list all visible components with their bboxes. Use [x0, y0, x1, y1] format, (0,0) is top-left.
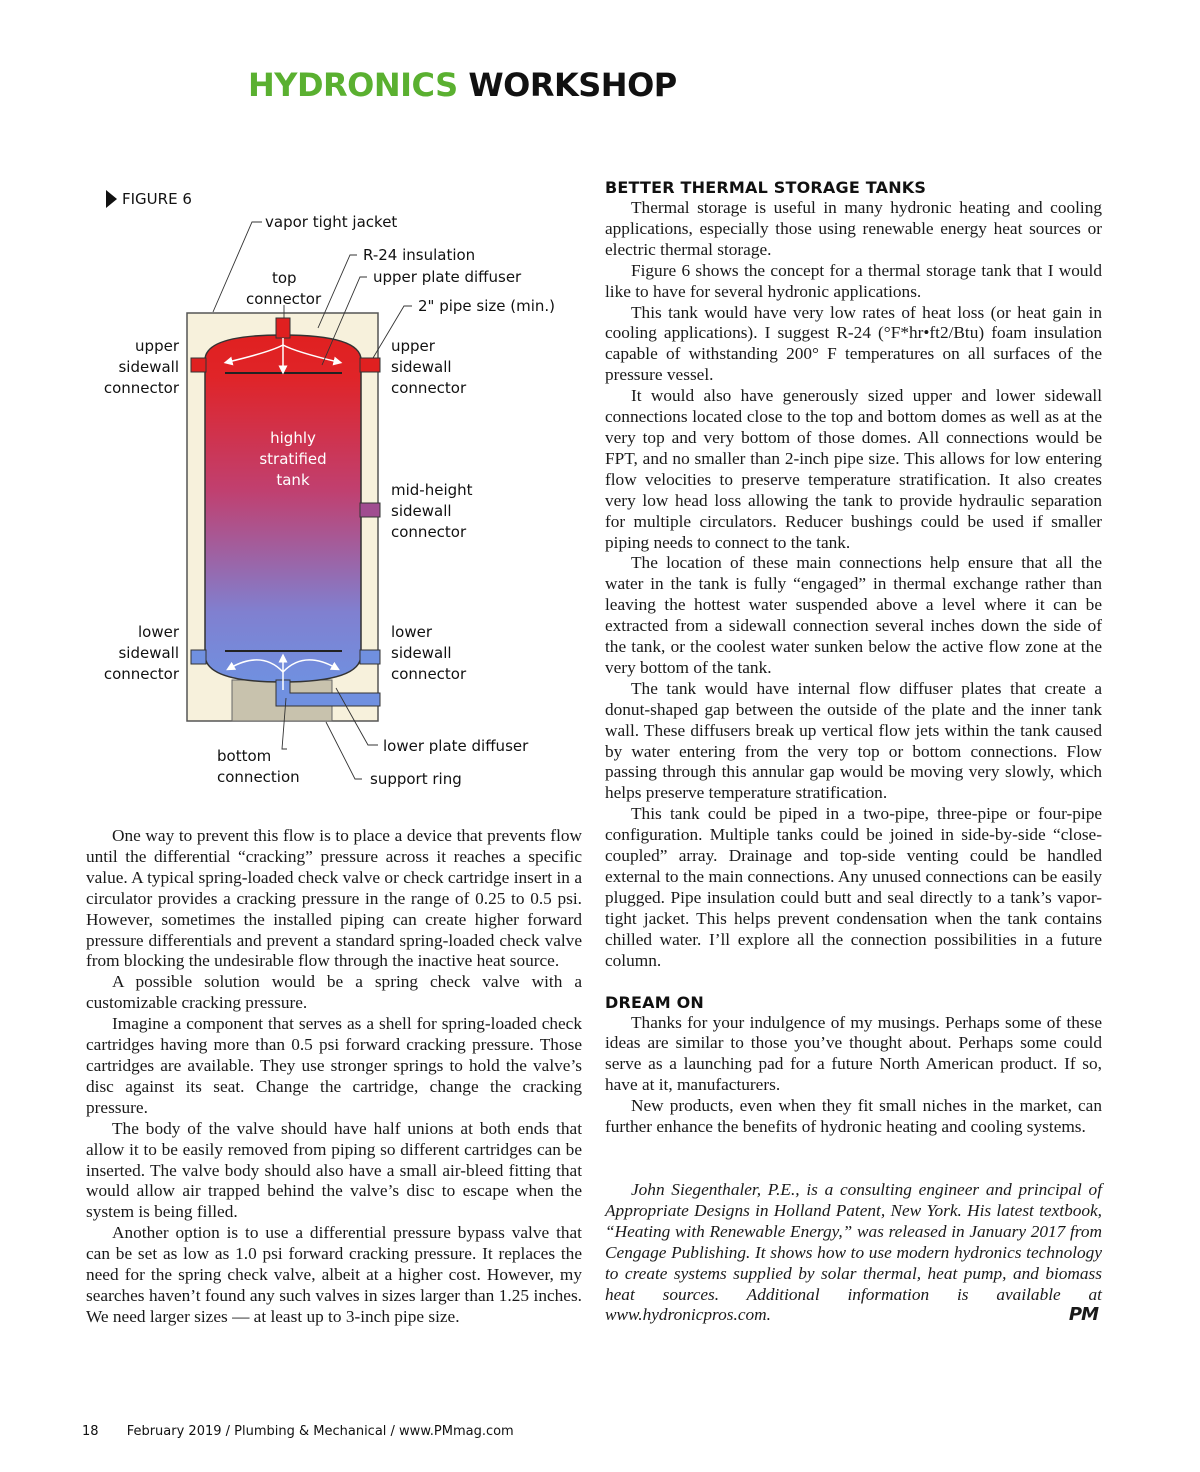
page-number: 18 [82, 1424, 99, 1439]
label-lower-plate-diffuser: lower plate diffuser [383, 737, 529, 755]
label-line: lower [391, 623, 433, 641]
label-lower-left-connector [100, 622, 179, 685]
label-upper-plate-diffuser: upper plate diffuser [373, 268, 522, 286]
section-heading: BETTER THERMAL STORAGE TANKS [605, 178, 927, 197]
paragraph: Another option is to use a differential pressure bypass valve that can be set as low as 1.0 psi forward cracking pressure. It replaces the need for the spring check valve, albeit at a higher cost. However, my searches haven’t found any such valves in sizes larger than 1.25 inches. We need larger sizes — at least up to 3-inch pipe size. [86, 1223, 582, 1326]
label-support-ring: support ring [370, 770, 462, 788]
label-line: bottom [217, 747, 272, 765]
label-bottom-connection [217, 746, 300, 788]
bio-text: John Siegenthaler, P.E., is a consulting engineer and principal of Appropriate Designs in Holland Patent, New York. His latest textbook, “Heating with Renewable Energy,” was released in January 2017 from Cengage Publishing. It shows how to use modern hydronics technology to create systems supplied by solar thermal, heat pump, and biomass heat sources. Additional information is available at www.hydronicpros.com. [605, 1179, 1102, 1325]
paragraph: The location of these main connections help ensure that all the water in the tank is fully “engaged” in thermal exchange rather than leaving the hottest water suspended above a level where it can be extracted from a sidewall connection several inches down the side of the tank, or the coolest water sunken below the active flow zone at the very bottom of the tank. [605, 553, 1102, 677]
label-line: sidewall [391, 644, 452, 662]
paragraph: New products, even when they fit small niches in the market, can further enhance the benefits of hydronic heating and cooling systems. [605, 1096, 1102, 1137]
label-vapor-tight-jacket: vapor tight jacket [265, 213, 398, 231]
section-heading: DREAM ON [605, 992, 704, 1012]
header-hydronics: HYDRONICS [248, 66, 458, 104]
mid-connector [360, 503, 380, 517]
lower-left-connector [191, 650, 206, 664]
paragraph: It would also have generously sized upper and lower sidewall connections located close to the top and bottom domes as well as at the very top and very bottom of those domes. All connections would be FPT, and no smaller than 2-inch pipe size. This allows for low entering flow velocities to preserve temperature stratification. It also creates very low head loss allowing the tank to provide hydraulic separation for multiple circulators. Reducer bushings could be used if smaller piping needs to connect to the tank. [605, 386, 1102, 552]
paragraph: Figure 6 shows the concept for a thermal storage tank that I would like to have for several hydronic applications. [605, 260, 1102, 301]
tank-body [205, 335, 361, 682]
figure-marker-icon [106, 190, 117, 208]
label-lower-right-connector [391, 622, 466, 685]
left-column-text [86, 826, 582, 1328]
paragraph: One way to prevent this flow is to place a device that prevents flow until the differential “cracking” pressure across it reaches a specific value. A typical spring-loaded check valve or check cartridge insert in a circulator provides a cracking pressure in the range of 0.25 to 0.5 psi. However, sometimes the installed piping can create higher forward pressure differentials and prevent a standard spring-loaded check valve from blocking the undesirable flow through the inactive heat source. [86, 826, 582, 971]
label-line: sidewall [391, 502, 452, 520]
header-workshop: WORKSHOP [468, 66, 677, 104]
label-line: sidewall [118, 644, 179, 662]
label-upper-left-connector [102, 336, 179, 399]
paragraph: A possible solution would be a spring check valve with a customizable cracking pressure. [86, 972, 582, 1013]
label-line: connector [103, 379, 179, 397]
label-line: sidewall [391, 358, 452, 376]
label-line: highly [270, 429, 316, 447]
label-top-connector-2: connector [246, 290, 322, 308]
label-pipe-size: 2" pipe size (min.) [418, 297, 556, 315]
label-line: stratified [259, 450, 327, 468]
label-line: upper [135, 337, 179, 355]
label-line: lower [137, 623, 179, 641]
right-column-text [605, 178, 1102, 1326]
footer-text: February 2019 / Plumbing & Mechanical / www.PMmag.com [126, 1424, 514, 1439]
label-line: sidewall [118, 358, 179, 376]
paragraph: This tank could be piped in a two-pipe, three-pipe or four-pipe configuration. Multiple tanks could be joined in side-by-side “close-coupled” array. Drainage and top-side venting could be handled external to the main connections. Any unused connections can be easily plugged. Pipe insulation could butt and seal directly to a tank’s vapor-tight jacket. This helps prevent condensation when the tank contains chilled water. I’ll explore all the connection possibilities in a future column. [605, 804, 1102, 970]
label-mid-height-connector [391, 480, 473, 543]
label-upper-right-connector [391, 336, 466, 399]
label-line: upper [391, 337, 435, 355]
label-r24-insulation: R-24 insulation [363, 246, 476, 264]
paragraph: Thanks for your indulgence of my musings. Perhaps some of these ideas are similar to those you’ve thought about. Perhaps some could serve as a launching pad for a future North American product. If so, have at it, manufacturers. [605, 1012, 1102, 1095]
paragraph: This tank would have very low rates of heat loss (or heat gain in cooling applications). I suggest R-24 (°F*hr•ft2/Btu) foam insulation capable of withstanding 200° F temperatures on all surfaces of the pressure vessel. [605, 302, 1102, 385]
page-footer [82, 1424, 514, 1439]
author-bio [605, 1180, 1102, 1326]
paragraph: The tank would have internal flow diffuser plates that create a donut-shaped gap between the outside of the plate and the inner tank wall. These diffusers break up vertical flow jets within the tank caused by water entering from the very top or bottom connections. Flow passing through this annular gap would be moving very slowly, which helps preserve temperature stratification. [605, 678, 1102, 803]
paragraph: The body of the valve should have half unions at both ends that allow it to be easily removed from piping so different cartridges can be inserted. The valve body should also have a small air-bleed fitting that would allow air trapped behind the valve’s disc to escape when the system is being filled. [86, 1118, 582, 1222]
label-line: connector [391, 523, 467, 541]
figure-caption: FIGURE 6 [122, 190, 192, 208]
label-line: mid-height [391, 481, 473, 499]
upper-left-connector [191, 358, 206, 372]
label-top-connector-1: top [272, 269, 297, 287]
top-connector [276, 318, 290, 338]
upper-right-connector [360, 358, 380, 372]
label-line: connector [103, 665, 179, 683]
pm-logo: PM [1068, 1304, 1098, 1326]
label-line: connection [217, 768, 300, 786]
figure-6-diagram [0, 0, 600, 820]
paragraph: Thermal storage is useful in many hydronic heating and cooling applications, especially those using renewable energy heat sources or electric thermal storage. [605, 198, 1102, 259]
label-line: connector [391, 665, 467, 683]
label-line: connector [391, 379, 467, 397]
label-line: tank [276, 471, 310, 489]
lower-right-connector [360, 650, 380, 664]
label-stratified-tank [246, 428, 340, 491]
paragraph: Imagine a component that serves as a shell for spring-loaded check cartridges having more than 0.5 psi forward cracking pressure. Those cartridges are available. They use stronger springs to hold the valve’s disc against its seat. Change the cartridge, change the cracking pressure. [86, 1014, 582, 1117]
